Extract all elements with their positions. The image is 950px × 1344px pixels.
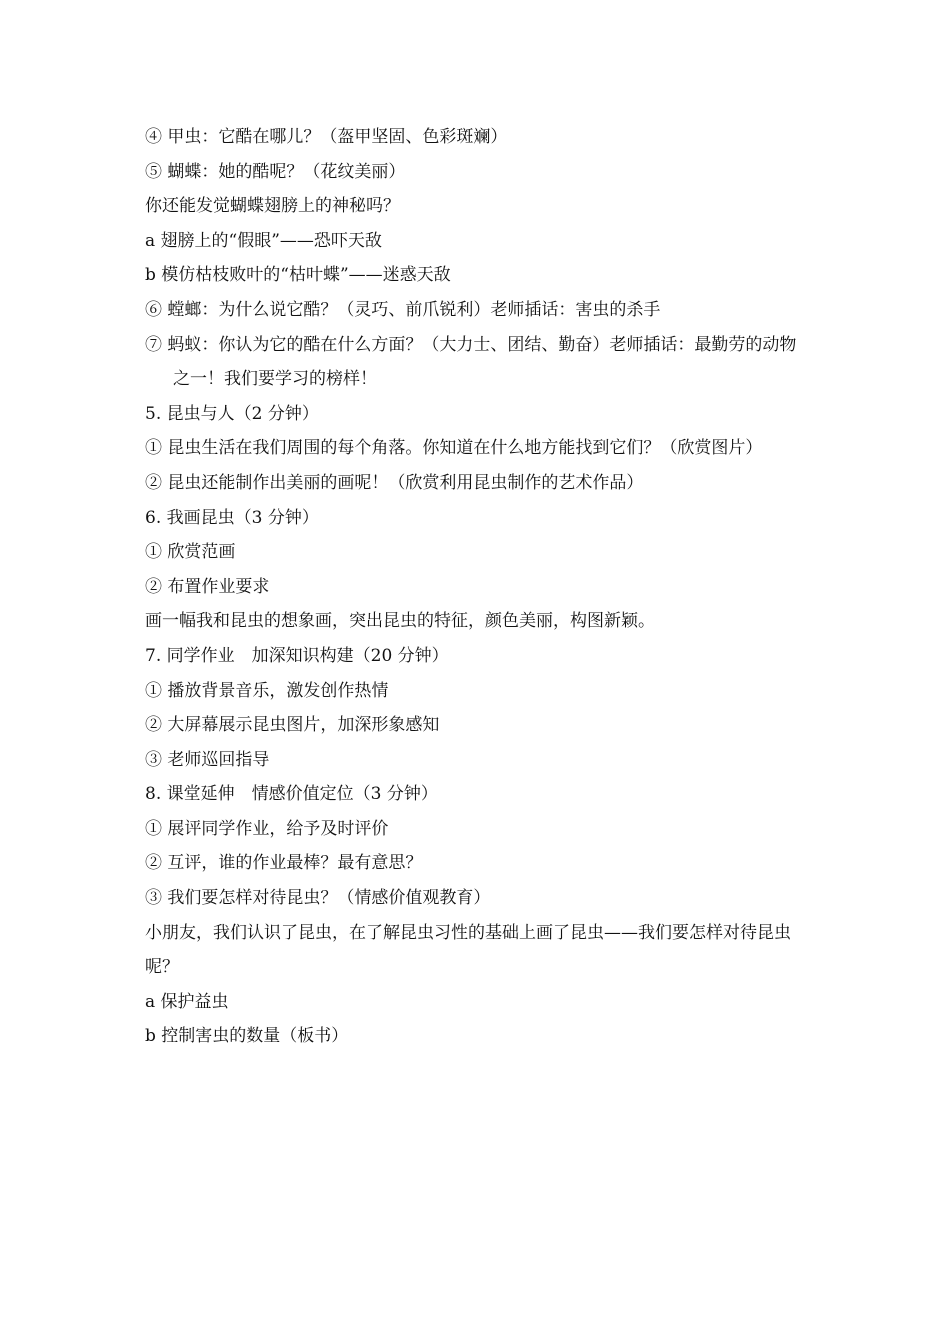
section-heading-7: 7. 同学作业 加深知识构建（20 分钟） [145, 645, 449, 666]
section-heading-5: 5. 昆虫与人（2 分钟） [145, 403, 319, 424]
sub-item-protect: a 保护益虫 [145, 991, 229, 1012]
assignment-description: 画一幅我和昆虫的想象画，突出昆虫的特征，颜色美丽，构图新颖。 [145, 611, 655, 632]
list-item-evaluate-work: ① 展评同学作业，给予及时评价 [145, 818, 389, 839]
list-item-sample-drawing: ① 欣赏范画 [145, 542, 236, 563]
list-item-butterfly: ⑤ 蝴蝶：她的酷呢？（花纹美丽） [145, 161, 406, 182]
list-item-assignment: ② 布置作业要求 [145, 576, 270, 597]
list-item-ant: ⑦ 蚂蚁：你认为它的酷在什么方面？（大力士、团结、勤奋）老师插话：最勤劳的动物之一！我们要学习的榜样！ [145, 334, 797, 390]
question-line: 你还能发觉蝴蝶翅膀上的神秘吗？ [145, 196, 400, 217]
list-item-beetle: ④ 甲虫：它酷在哪儿？（盔甲坚固、色彩斑斓） [145, 127, 508, 147]
list-item-mantis: ⑥ 螳螂：为什么说它酷？（灵巧、前爪锐利）老师插话：害虫的杀手 [145, 299, 661, 320]
list-item-insects-around: ① 昆虫生活在我们周围的每个角落。你知道在什么地方能找到它们？（欣赏图片） [145, 438, 763, 459]
sub-item-b: b 模仿枯枝败叶的“枯叶蝶”——迷惑天敌 [145, 265, 451, 286]
list-item-values-education: ③ 我们要怎样对待昆虫？（情感价值观教育） [145, 888, 491, 909]
list-item-screen-display: ② 大屏幕展示昆虫图片，加深形象感知 [145, 715, 440, 736]
document-body [145, 120, 810, 1054]
list-item-insect-art: ② 昆虫还能制作出美丽的画呢！（欣赏利用昆虫制作的艺术作品） [145, 472, 644, 493]
list-item-music: ① 播放背景音乐，激发创作热情 [145, 680, 389, 701]
list-item-peer-review: ② 互评，谁的作业最棒？最有意思？ [145, 853, 423, 874]
list-item-teacher-guidance: ③ 老师巡回指导 [145, 749, 270, 770]
section-heading-8: 8. 课堂延伸 情感价值定位（3 分钟） [145, 784, 438, 805]
sub-item-control: b 控制害虫的数量（板书） [145, 1026, 349, 1047]
section-heading-6: 6. 我画昆虫（3 分钟） [145, 507, 319, 528]
sub-item-a: a 翅膀上的“假眼”——恐吓天敌 [145, 230, 382, 251]
closing-paragraph: 小朋友，我们认识了昆虫，在了解昆虫习性的基础上画了昆虫——我们要怎样对待昆虫呢？ [145, 922, 791, 978]
